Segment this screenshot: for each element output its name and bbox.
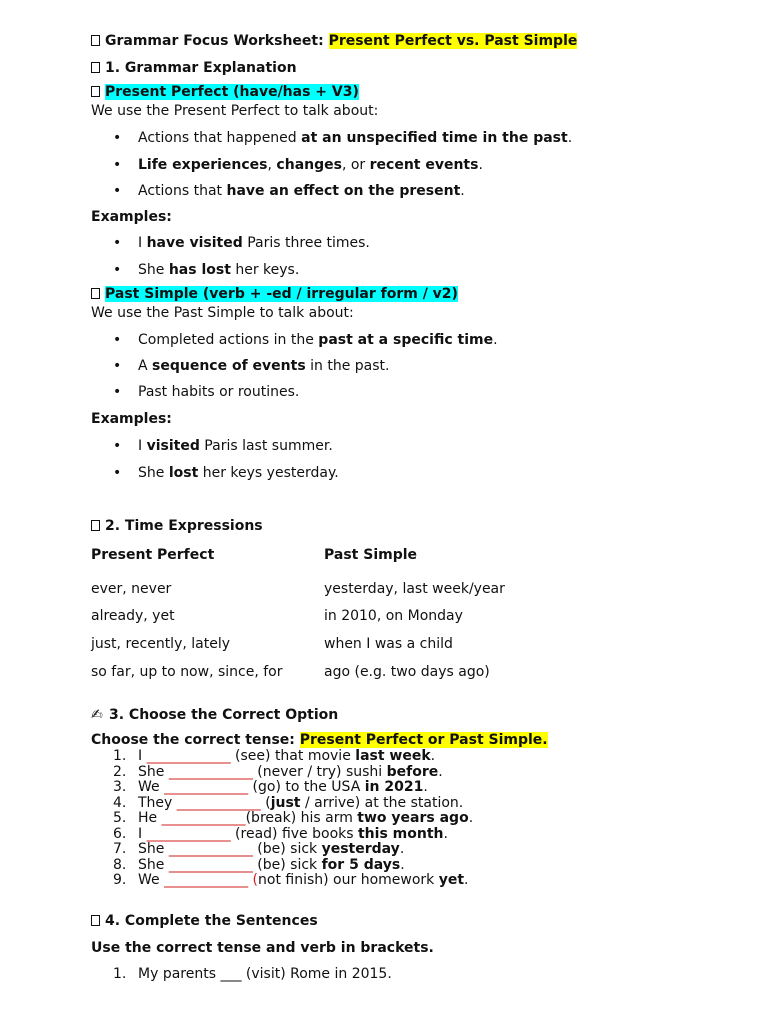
worksheet	[91, 31, 731, 984]
list-item: 2. She ____________ (never / try) sushi before.	[113, 763, 443, 780]
pp-uses	[91, 128, 731, 201]
table-cell: ever, never	[91, 580, 172, 597]
complete-list	[91, 964, 731, 984]
writing-hand-icon: ✍	[91, 707, 103, 724]
answer-blank[interactable]: ____________	[164, 872, 249, 889]
section1-heading: 1. Grammar Explanation	[91, 58, 731, 78]
table-header-row	[91, 543, 505, 575]
pp-intro: We use the Present Perfect to talk about:	[91, 103, 379, 119]
list-item: • Actions that happened at an unspecified time in the past.	[91, 128, 731, 148]
ps-heading: Past Simple (verb + -ed / irregular form / v2)	[91, 286, 731, 303]
answer-blank[interactable]: ____________	[161, 810, 246, 827]
answer-blank[interactable]: ____________	[168, 856, 253, 873]
list-item: 6. I ____________ (read) five books this month.	[113, 825, 448, 842]
table-cell: when I was a child	[324, 635, 453, 652]
pp-heading: Present Perfect (have/has + V3)	[91, 84, 731, 101]
list-item: • I visited Paris last summer.	[91, 436, 731, 456]
answer-blank[interactable]: ____________	[164, 779, 249, 796]
emoji-placeholder-icon	[91, 86, 100, 97]
list-item: • Actions that have an effect on the present.	[91, 181, 731, 201]
column-header: Past Simple	[324, 547, 418, 563]
table-row	[91, 602, 505, 630]
worksheet-title: Grammar Focus Worksheet: Present Perfect vs. Past Simple	[91, 31, 731, 51]
table-row	[91, 630, 505, 658]
answer-blank[interactable]: ____________	[176, 794, 261, 811]
emoji-placeholder-icon	[91, 62, 100, 73]
list-item: • Past habits or routines.	[91, 382, 731, 402]
list-item: 7. She ____________ (be) sick yesterday.	[113, 841, 405, 858]
list-item: • Life experiences, changes, or recent events.	[91, 155, 731, 175]
table-cell: so far, up to now, since, for	[91, 663, 283, 680]
pp-examples	[91, 233, 731, 280]
ps-intro: We use the Past Simple to talk about:	[91, 304, 354, 321]
section2-heading: 2. Time Expressions	[91, 516, 731, 536]
answer-blank[interactable]: ____________	[168, 841, 253, 858]
table-row	[91, 575, 505, 603]
list-item: • Completed actions in the past at a specific time.	[91, 330, 731, 350]
list-item: 8. She ____________ (be) sick for 5 days.	[113, 856, 405, 873]
answer-blank[interactable]: ____________	[146, 748, 231, 765]
table-cell: just, recently, lately	[91, 635, 231, 652]
section4-heading: 4. Complete the Sentences	[91, 911, 731, 931]
list-item: • She has lost her keys.	[91, 260, 731, 280]
list-item: • She lost her keys yesterday.	[91, 463, 731, 483]
list-item: 1. I ____________ (see) that movie last week.	[113, 748, 436, 765]
list-item: • A sequence of events in the past.	[91, 356, 731, 376]
column-header: Present Perfect	[91, 547, 215, 563]
list-item: 4. They ____________ (just / arrive) at the station.	[113, 794, 464, 811]
title-highlight: Present Perfect vs. Past Simple	[328, 33, 578, 49]
ps-examples	[91, 436, 731, 483]
ps-examples-label: Examples:	[91, 411, 172, 427]
time-expressions-table	[91, 543, 505, 685]
emoji-placeholder-icon	[91, 288, 100, 299]
ps-uses	[91, 330, 731, 403]
table-cell: in 2010, on Monday	[324, 608, 463, 625]
table-cell: yesterday, last week/year	[324, 580, 505, 597]
table-cell: ago (e.g. two days ago)	[324, 663, 490, 680]
choose-list	[91, 749, 731, 889]
emoji-placeholder-icon	[91, 520, 100, 531]
emoji-placeholder-icon	[91, 35, 100, 46]
section3-heading: ✍ 3. Choose the Correct Option	[91, 707, 339, 724]
section4-instruction: Use the correct tense and verb in brackets.	[91, 939, 434, 956]
pp-examples-label: Examples:	[91, 209, 172, 225]
list-item: 1. My parents ___ (visit) Rome in 2015.	[113, 965, 392, 982]
table-row	[91, 658, 505, 686]
list-item: 3. We ____________ (go) to the USA in 2021.	[113, 779, 428, 796]
answer-blank[interactable]: ____________	[168, 763, 253, 780]
emoji-placeholder-icon	[91, 915, 100, 926]
list-item: • I have visited Paris three times.	[91, 233, 731, 253]
section3-instruction: Choose the correct tense: Present Perfect or Past Simple.	[91, 732, 548, 749]
table-cell: already, yet	[91, 608, 175, 625]
list-item: 5. He ____________(break) his arm two years ago.	[113, 810, 474, 827]
answer-blank[interactable]: ____________	[146, 825, 231, 842]
list-item: 9. We ____________ (not finish) our homework yet.	[113, 872, 469, 889]
